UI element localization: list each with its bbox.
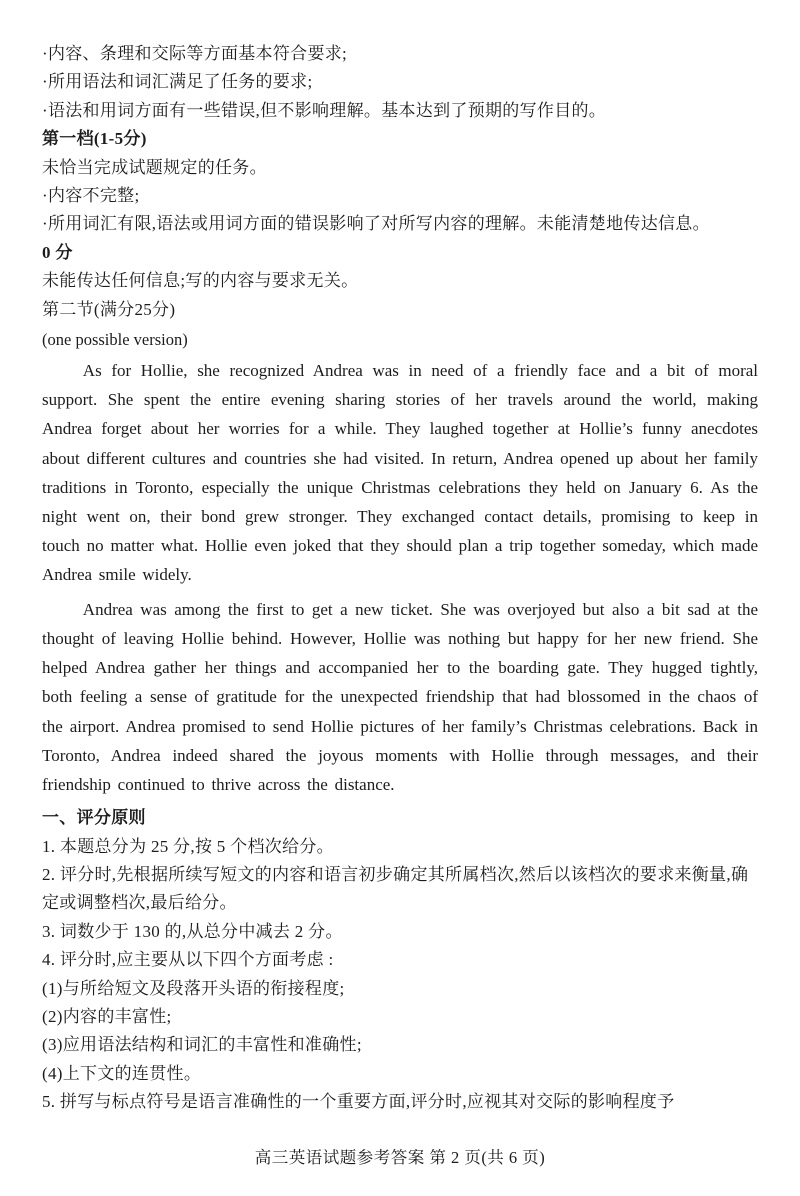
sample-essay-paragraph: As for Hollie, she recognized Andrea was in need of a friendly face and a bit of moral support. She spent the entire evening sharing stories of her travels around the world, making Andrea forget about her worries for a while. They laughed together at Hollie’s funny anecdotes about different cultures and countries she had visited. In return, Andrea opened up about her family traditions in Toronto, especially the unique Christmas celebrations they held on January 6. As the night went on, their bond grew stronger. They exchanged contact details, promising to keep in touch no matter what. Hollie even joked that they should plan a trip together someday, which made Andrea smile widely. bbox=[42, 361, 758, 585]
version-note: (one possible version) bbox=[42, 330, 188, 350]
principles-item: 1. 本题总分为 25 分,按 5 个档次给分。 bbox=[42, 836, 334, 856]
page-footer: 高三英语试题参考答案 第 2 页(共 6 页) bbox=[254, 1148, 546, 1167]
principles-subitem: (4)上下文的连贯性。 bbox=[42, 1063, 202, 1083]
band2-criterion-line: ·内容、条理和交际等方面基本符合要求; bbox=[42, 44, 348, 63]
principles-item: 3. 词数少于 130 的,从总分中减去 2 分。 bbox=[42, 921, 343, 941]
principles-subitem: (3)应用语法结构和词汇的丰富性和准确性; bbox=[42, 1035, 362, 1055]
principles-item: 4. 评分时,应主要从以下四个方面考虑 : bbox=[42, 950, 334, 970]
band1-heading: 第一档(1-5分) bbox=[42, 129, 147, 149]
zero-score-heading: 0 分 bbox=[42, 242, 73, 262]
band1-line: ·所用词汇有限,语法或用词方面的错误影响了对所写内容的理解。未能清楚地传达信息。 bbox=[42, 214, 710, 234]
principles-item: 5. 拼写与标点符号是语言准确性的一个重要方面,评分时,应视其对交际的影响程度予 bbox=[42, 1092, 675, 1112]
principles-subitem: (2)内容的丰富性; bbox=[42, 1006, 172, 1026]
band1-line: 未恰当完成试题规定的任务。 bbox=[42, 157, 267, 177]
principles-heading: 一、评分原则 bbox=[42, 808, 146, 828]
document-content bbox=[42, 40, 758, 1126]
band2-criterion-line: ·语法和用词方面有一些错误,但不影响理解。基本达到了预期的写作目的。 bbox=[42, 100, 607, 120]
sample-essay-paragraph: Andrea was among the first to get a new ticket. She was overjoyed but also a bit sad at the thought of leaving Hollie behind. However, Hollie was nothing but happy for her new friend. She helped Andrea gather her things and accompanied her to the boarding gate. They hugged tightly, both feeling a sense of gratitude for the unexpected friendship that had blossomed in the chaos of the airport. Andrea promised to send Hollie pictures of her family’s Christmas celebrations. Back in Toronto, Andrea indeed shared the joyous moments with Hollie through messages, and their friendship continued to thrive across the distance. bbox=[42, 599, 758, 794]
band2-criterion-line: ·所用语法和词汇满足了任务的要求; bbox=[42, 72, 313, 92]
zero-score-line: 未能传达任何信息;写的内容与要求无关。 bbox=[42, 271, 359, 291]
band1-line: ·内容不完整; bbox=[42, 186, 140, 206]
principles-subitem: (1)与所给短文及段落开头语的衔接程度; bbox=[42, 978, 345, 998]
section2-heading: 第二节(满分25分) bbox=[42, 299, 176, 319]
principles-item: 2. 评分时,先根据所续写短文的内容和语言初步确定其所属档次,然后以该档次的要求来衡量,确定或调整档次,最后给分。 bbox=[42, 864, 749, 913]
